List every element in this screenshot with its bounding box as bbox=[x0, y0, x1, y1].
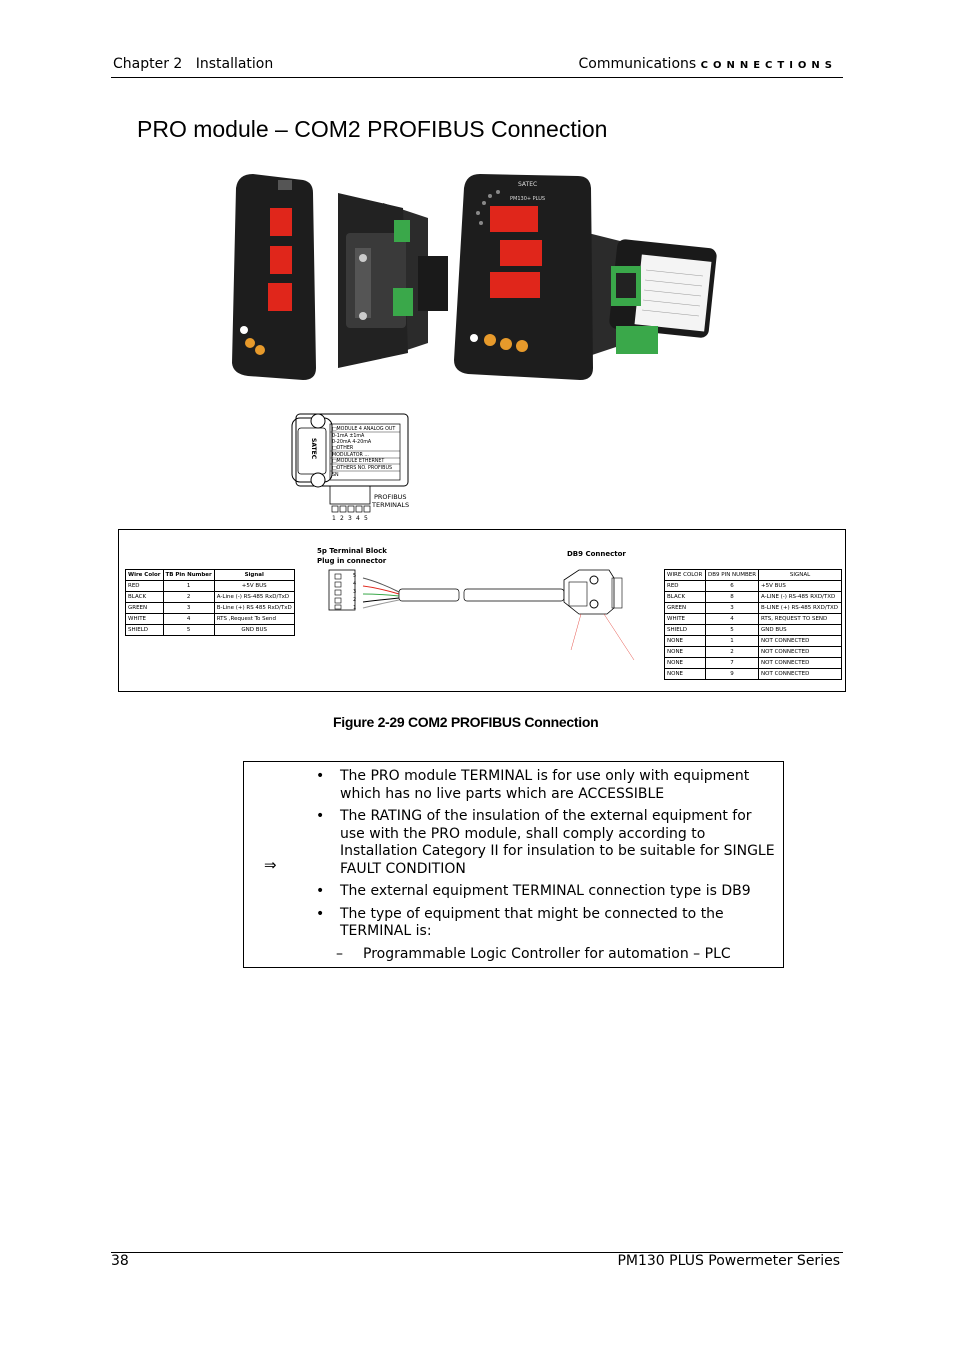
table-cell: A-LINE (-) RS-485 RXD/TXD bbox=[759, 592, 842, 603]
table-cell: RED bbox=[665, 581, 706, 592]
note-list bbox=[316, 768, 776, 963]
table-cell: NONE bbox=[665, 669, 706, 680]
table-cell: NONE bbox=[665, 636, 706, 647]
table-row bbox=[665, 647, 842, 658]
page-title: PRO module – COM2 PROFIBUS Connection bbox=[137, 116, 608, 142]
module-label-lines bbox=[332, 426, 395, 478]
module-label-line: □OTHER bbox=[332, 446, 354, 451]
bullet-icon: • bbox=[316, 905, 325, 922]
module-label-line: 0-20mA 4-20mA bbox=[332, 440, 372, 445]
table-cell: BLACK bbox=[126, 592, 164, 603]
module-label-line: □MODULE ETHERNET bbox=[332, 459, 385, 464]
tb-number: 1 bbox=[353, 605, 357, 611]
bullet-icon: • bbox=[316, 768, 325, 784]
table-cell: RED bbox=[126, 581, 164, 592]
tb-number: 3 bbox=[353, 589, 357, 595]
bullet-icon: • bbox=[316, 808, 325, 824]
table-header-cell: WIRE COLOR bbox=[665, 570, 706, 581]
note-item bbox=[316, 883, 776, 901]
table-cell: 9 bbox=[706, 669, 759, 680]
tb-number: 2 bbox=[353, 597, 357, 603]
table-cell: 3 bbox=[706, 603, 759, 614]
table-cell: A-Line (-) RS-485 RxD/TxD bbox=[214, 592, 294, 603]
tb-number: 4 bbox=[353, 581, 357, 587]
terminal-pin-label: 5 bbox=[364, 515, 368, 522]
table-cell: NOT CONNECTED bbox=[759, 658, 842, 669]
table-cell: 8 bbox=[706, 592, 759, 603]
device-photo-side bbox=[232, 174, 448, 380]
note-sub-item-text: Programmable Logic Controller for automation – PLC bbox=[363, 945, 731, 962]
table-row bbox=[665, 581, 842, 592]
table-cell: GND BUS bbox=[759, 625, 842, 636]
footer-product: PM130 PLUS Powermeter Series bbox=[617, 1253, 840, 1269]
table-row bbox=[126, 614, 295, 625]
dash-bullet-icon: – bbox=[336, 945, 343, 962]
cable-diagram bbox=[309, 540, 659, 690]
module-label-line: MODULATOR ... bbox=[332, 453, 369, 458]
table-cell: NOT CONNECTED bbox=[759, 636, 842, 647]
module-label-line: SN bbox=[332, 473, 339, 478]
table-cell: RTS, REQUEST TO SEND bbox=[759, 614, 842, 625]
table-row bbox=[665, 636, 842, 647]
device-brand: SATEC bbox=[518, 181, 538, 188]
module-side-label: SATEC bbox=[310, 438, 317, 460]
table-row bbox=[665, 614, 842, 625]
header-section: Installation bbox=[195, 56, 274, 72]
header-right-label: Communications bbox=[578, 56, 697, 72]
bullet-icon: • bbox=[316, 883, 325, 899]
tb-number: 5 bbox=[353, 573, 357, 579]
terminal-block-label-2: Plug in connector bbox=[317, 557, 387, 565]
note-item-text: The external equipment TERMINAL connection type is DB9 bbox=[340, 883, 751, 899]
terminal-pin-label: 3 bbox=[348, 515, 352, 522]
table-cell: GREEN bbox=[665, 603, 706, 614]
table-header-row bbox=[126, 570, 295, 581]
table-row bbox=[665, 658, 842, 669]
table-cell: 2 bbox=[163, 592, 214, 603]
header-right bbox=[579, 56, 837, 72]
table-cell: 1 bbox=[706, 636, 759, 647]
table-header-cell: DB9 PIN NUMBER bbox=[706, 570, 759, 581]
note-item bbox=[316, 906, 776, 941]
table-header-cell: SIGNAL bbox=[759, 570, 842, 581]
device-photos bbox=[228, 168, 718, 383]
module-label-line: 0-1mA ±1mA bbox=[332, 434, 365, 439]
wiring-diagram bbox=[118, 529, 846, 692]
table-row bbox=[126, 603, 295, 614]
terminal-block bbox=[329, 570, 355, 610]
table-cell: SHIELD bbox=[126, 625, 164, 636]
table-cell: NOT CONNECTED bbox=[759, 647, 842, 658]
note-item-text: The type of equipment that might be connected to the TERMINAL is: bbox=[340, 905, 724, 939]
note-item bbox=[316, 768, 776, 803]
figure-caption: Figure 2-29 COM2 PROFIBUS Connection bbox=[333, 714, 599, 730]
module-label-line: □MODULE 4 ANALOG OUT bbox=[332, 427, 396, 432]
table-cell: GREEN bbox=[126, 603, 164, 614]
note-item-text: The RATING of the insulation of the external equipment for use with the PRO module, shall comply according to Installation Category II for insulation to be suitable for SINGLE FAULT CONDITION bbox=[340, 808, 775, 877]
page-number: 38 bbox=[111, 1253, 129, 1269]
table-cell: +5V BUS bbox=[214, 581, 294, 592]
table-cell: 7 bbox=[706, 658, 759, 669]
tb-pin-table bbox=[125, 569, 295, 636]
header-chapter: Chapter 2 bbox=[113, 56, 183, 72]
table-row bbox=[665, 669, 842, 680]
device-photo-front bbox=[454, 174, 717, 380]
table-cell: B-Line (+) RS 485 RxD/TxD bbox=[214, 603, 294, 614]
table-row bbox=[665, 603, 842, 614]
table-cell: B-LINE (+) RS-485 RXD/TXD bbox=[759, 603, 842, 614]
safety-note-box bbox=[243, 761, 784, 968]
table-header-row bbox=[665, 570, 842, 581]
table-cell: NONE bbox=[665, 658, 706, 669]
table-cell: 5 bbox=[163, 625, 214, 636]
arrow-icon: ⇒ bbox=[264, 856, 277, 874]
table-cell: 5 bbox=[706, 625, 759, 636]
note-item-text: The PRO module TERMINAL is for use only with equipment which has no live parts which are ACCESSIBLE bbox=[340, 768, 750, 802]
terminal-pin-label: 2 bbox=[340, 515, 344, 522]
table-cell: WHITE bbox=[126, 614, 164, 625]
table-cell: 4 bbox=[163, 614, 214, 625]
table-header-cell: Signal bbox=[214, 570, 294, 581]
device-model: PM130+ PLUS bbox=[510, 196, 546, 202]
table-row bbox=[126, 581, 295, 592]
table-cell: SHIELD bbox=[665, 625, 706, 636]
table-cell: NONE bbox=[665, 647, 706, 658]
module-label-line: □OTHERS NO. PROFIBUS bbox=[332, 466, 393, 471]
table-cell: 2 bbox=[706, 647, 759, 658]
terminal-pin-label: 4 bbox=[356, 515, 360, 522]
header-right-caps: CONNECTIONS bbox=[700, 60, 837, 71]
table-row bbox=[126, 625, 295, 636]
table-cell: +5V BUS bbox=[759, 581, 842, 592]
table-row bbox=[665, 625, 842, 636]
header-rule bbox=[111, 77, 843, 78]
profibus-terminals-label-1: PROFIBUS bbox=[374, 493, 407, 501]
table-cell: WHITE bbox=[665, 614, 706, 625]
table-cell: 6 bbox=[706, 581, 759, 592]
db9-pin-table bbox=[664, 569, 842, 680]
table-cell: 1 bbox=[163, 581, 214, 592]
note-item bbox=[316, 808, 776, 878]
note-sub-item bbox=[316, 946, 776, 964]
table-cell: 3 bbox=[163, 603, 214, 614]
pro-module-diagram bbox=[288, 410, 418, 522]
table-header-cell: TB Pin Number bbox=[163, 570, 214, 581]
table-cell: GND BUS bbox=[214, 625, 294, 636]
table-cell: RTS ,Request To Send bbox=[214, 614, 294, 625]
table-row bbox=[665, 592, 842, 603]
header-left bbox=[113, 56, 273, 72]
table-cell: 4 bbox=[706, 614, 759, 625]
db9-connector-label: DB9 Connector bbox=[567, 550, 626, 558]
table-cell: BLACK bbox=[665, 592, 706, 603]
table-cell: NOT CONNECTED bbox=[759, 669, 842, 680]
terminal-pin-label: 1 bbox=[332, 515, 336, 522]
table-row bbox=[126, 592, 295, 603]
profibus-terminals-label-2: TERMINALS bbox=[372, 501, 410, 509]
terminal-block-label-1: 5p Terminal Block bbox=[317, 547, 387, 555]
table-header-cell: Wire Color bbox=[126, 570, 164, 581]
